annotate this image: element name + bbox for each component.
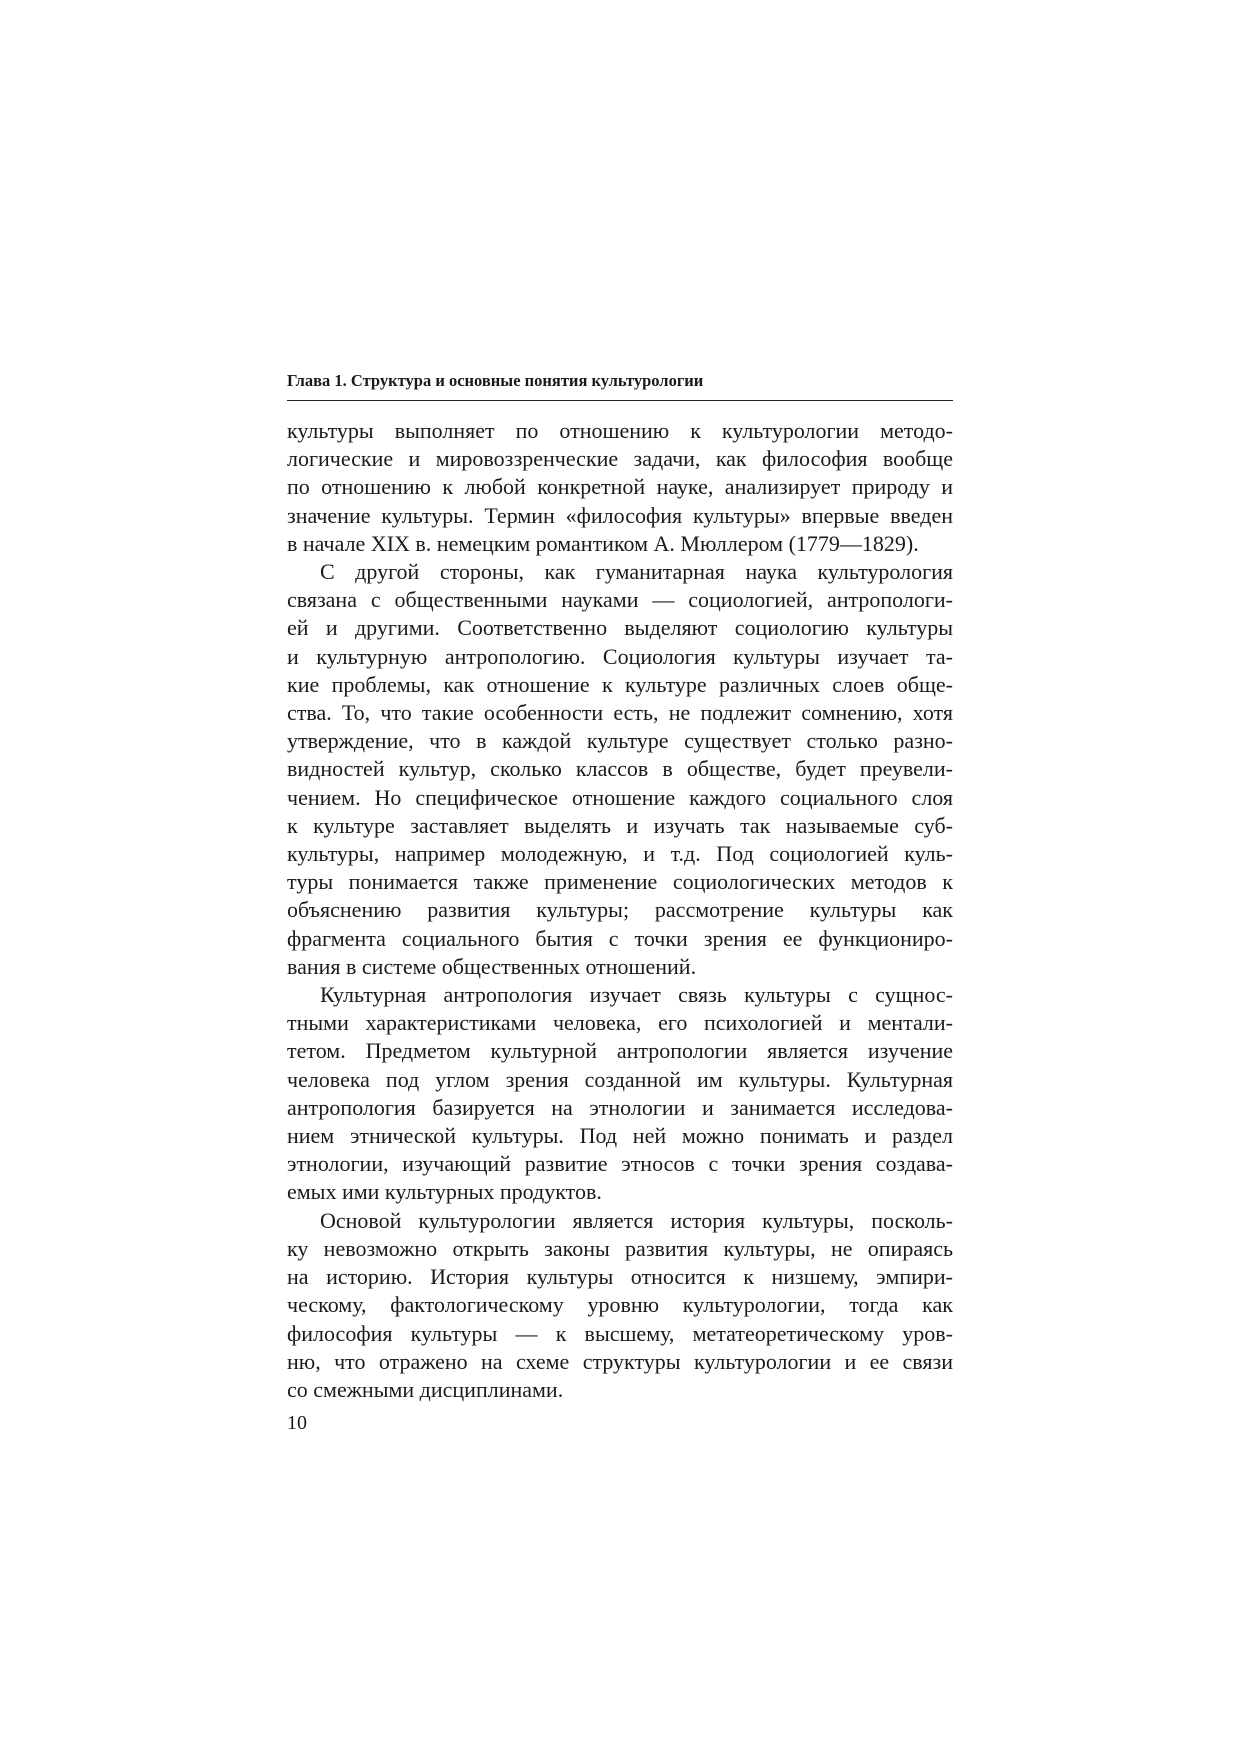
text-line: Основой культурологии является история культуры, посколь- [320, 1207, 953, 1233]
text-line: утверждение, что в каждой культуре существует столько разно- [287, 728, 953, 754]
text-line: ню, что отражено на схеме структуры культурологии и ее связи [287, 1348, 953, 1374]
text-line: Культурная антропология изучает связь культуры с сущнос- [320, 982, 953, 1008]
text-line: ей и другими. Соответственно выделяют социологию культуры [287, 615, 953, 641]
text-line: объяснению развития культуры; рассмотрение культуры как [287, 897, 953, 923]
text-line: туры понимается также применение социологических методов к [287, 869, 953, 895]
text-line: к культуре заставляет выделять и изучать так называемые суб- [287, 812, 953, 838]
text-line: ческому, фактологическому уровню культурологии, тогда как [287, 1292, 953, 1318]
text-line: этнологии, изучающий развитие этносов с точки зрения создава- [287, 1151, 953, 1177]
text-line: на историю. История культуры относится к низшему, эмпири- [287, 1264, 953, 1290]
text-line: тными характеристиками человека, его психологией и ментали- [287, 1010, 953, 1036]
paragraph [287, 417, 953, 558]
text-line: фрагмента социального бытия с точки зрения ее функциониро- [287, 925, 953, 951]
text-line: по отношению к любой конкретной науке, анализирует природу и [287, 474, 953, 500]
text-line: культуры выполняет по отношению к культурологии методо- [287, 418, 953, 443]
text-line: вания в системе общественных отношений. [287, 953, 697, 979]
text-line: видностей культур, сколько классов в обществе, будет преувели- [287, 756, 953, 782]
page-number: 10 [287, 1412, 307, 1434]
text-line: чением. Но специфическое отношение каждого социального слоя [287, 784, 953, 810]
text-line: значение культуры. Термин «философия культуры» впервые введен [287, 502, 953, 528]
body-text [287, 417, 953, 1404]
page-content [287, 370, 953, 1404]
paragraph [287, 1207, 953, 1404]
text-line: культуры, например молодежную, и т.д. Под социологией куль- [287, 841, 953, 867]
text-line: емых ими культурных продуктов. [287, 1179, 602, 1205]
text-line: ку невозможно открыть законы развития культуры, не опираясь [287, 1235, 953, 1261]
text-line: тетом. Предметом культурной антропологии является изучение [287, 1038, 953, 1064]
paragraph [287, 981, 953, 1207]
text-line: С другой стороны, как гуманитарная наука культурология [320, 559, 953, 585]
text-line: в начале XIX в. немецким романтиком А. Мюллером (1779—1829). [287, 530, 919, 556]
text-line: человека под углом зрения созданной им культуры. Культурная [287, 1066, 953, 1092]
text-line: нием этнической культуры. Под ней можно понимать и раздел [287, 1123, 953, 1149]
running-head: Глава 1. Структура и основные понятия культурологии [287, 370, 953, 401]
text-line: кие проблемы, как отношение к культуре различных слоев обще- [287, 671, 953, 697]
paragraph [287, 558, 953, 981]
text-line: логические и мировоззренческие задачи, как философия вообще [287, 446, 953, 472]
text-line: и культурную антропологию. Социология культуры изучает та- [287, 643, 953, 669]
text-line: антропология базируется на этнологии и занимается исследова- [287, 1094, 953, 1120]
text-line: со смежными дисциплинами. [287, 1376, 564, 1402]
text-line: философия культуры — к высшему, метатеоретическому уров- [287, 1320, 953, 1346]
text-line: связана с общественными науками — социологией, антропологи- [287, 587, 953, 613]
text-line: ства. То, что такие особенности есть, не подлежит сомнению, хотя [287, 700, 953, 726]
